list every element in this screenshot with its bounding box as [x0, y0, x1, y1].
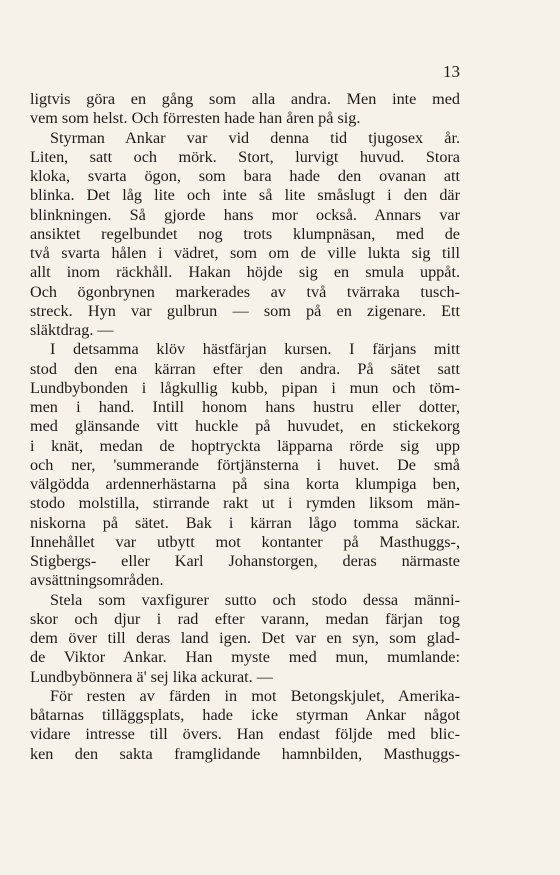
text-line: dem över till deras land igen. Det var en syn, som glad- [30, 629, 460, 647]
text-line: vem som helst. Och förresten hade han åren på sig. [30, 109, 361, 128]
text-line: vidare intresse till övers. Han endast följde med blic- [30, 725, 460, 744]
text-line: ansiktet regelbundet nog trots klumpnäsan, med de [30, 224, 460, 243]
text-line: För resten av färden in mot Betongskjulet, Amerika- [50, 686, 460, 705]
text-line: två svarta hålen i vädret, som om de ville lukta sig till [30, 244, 460, 262]
text-line: skor och djur i rad efter varann, medan färjan tog [30, 609, 460, 628]
text-line: Innehållet var utbytt mot kontanter på Masthuggs-, [30, 532, 460, 551]
text-line: i knät, medan de hoptryckta läpparna rörde sig upp [30, 436, 460, 455]
text-line: släktdrag. — [30, 321, 114, 339]
text-line: blinkningen. Så gjorde hans mor också. Annars var [30, 205, 460, 224]
text-line: streck. Hyn var gulbrun — som på en zigenare. Ett [30, 301, 460, 320]
text-line: Stigbergs- eller Karl Johanstorgen, deras närmaste [30, 552, 460, 570]
page-number: 13 [443, 62, 460, 81]
text-line: välgödda ardennerhästarna på sina korta klumpiga ben, [30, 475, 460, 493]
text-line: Lundbybonden i lågkullig kubb, pipan i mun och töm- [30, 378, 460, 397]
text-line: båtarnas tilläggsplats, hade icke styrman Ankar något [30, 706, 460, 724]
text-line: stod den ena kärran efter den andra. På sätet satt [30, 359, 460, 378]
text-line: Och ögonbrynen markerades av två tvärraka tusch- [30, 282, 460, 301]
text-line: de Viktor Ankar. Han myste med mun, mumlande: [30, 648, 460, 667]
text-line: avsättningsområden. [30, 571, 164, 590]
text-line: I detsamma klöv hästfärjan kursen. I färjans mitt [50, 340, 460, 359]
text-line: med glänsande vitt huckle på huvudet, en stickekorg [30, 417, 460, 436]
text-line: ligtvis göra en gång som alla andra. Men inte med [30, 90, 460, 108]
text-line: blinka. Det låg lite och inte så lite småslugt i den där [30, 186, 460, 205]
body-text [30, 90, 460, 764]
text-line: Styrman Ankar var vid denna tid tjugosex år. [50, 128, 460, 147]
text-line: allt inom räckhåll. Hakan höjde sig en smula uppåt. [30, 263, 460, 282]
text-line: och ner, 'summerande förtjänsterna i huvet. De små [30, 455, 460, 474]
text-line: kloka, svarta ögon, som bara hade den ovanan att [30, 167, 460, 185]
text-line: stodo molstilla, stirrande rakt ut i rymden liksom män- [30, 494, 460, 513]
text-line: Liten, satt och mörk. Stort, lurvigt huvud. Stora [30, 147, 460, 166]
text-line: Stela som vaxfigurer sutto och stodo dessa männi- [50, 590, 460, 609]
text-line: men i hand. Intill honom hans hustru eller dotter, [30, 398, 460, 416]
text-line: niskorna på sätet. Bak i kärran lågo tomma säckar. [30, 513, 460, 532]
text-line: ken den sakta framglidande hamnbilden, Masthuggs- [30, 744, 460, 763]
text-line: Lundbybönnera ä' sej lika ackurat. — [30, 667, 273, 686]
